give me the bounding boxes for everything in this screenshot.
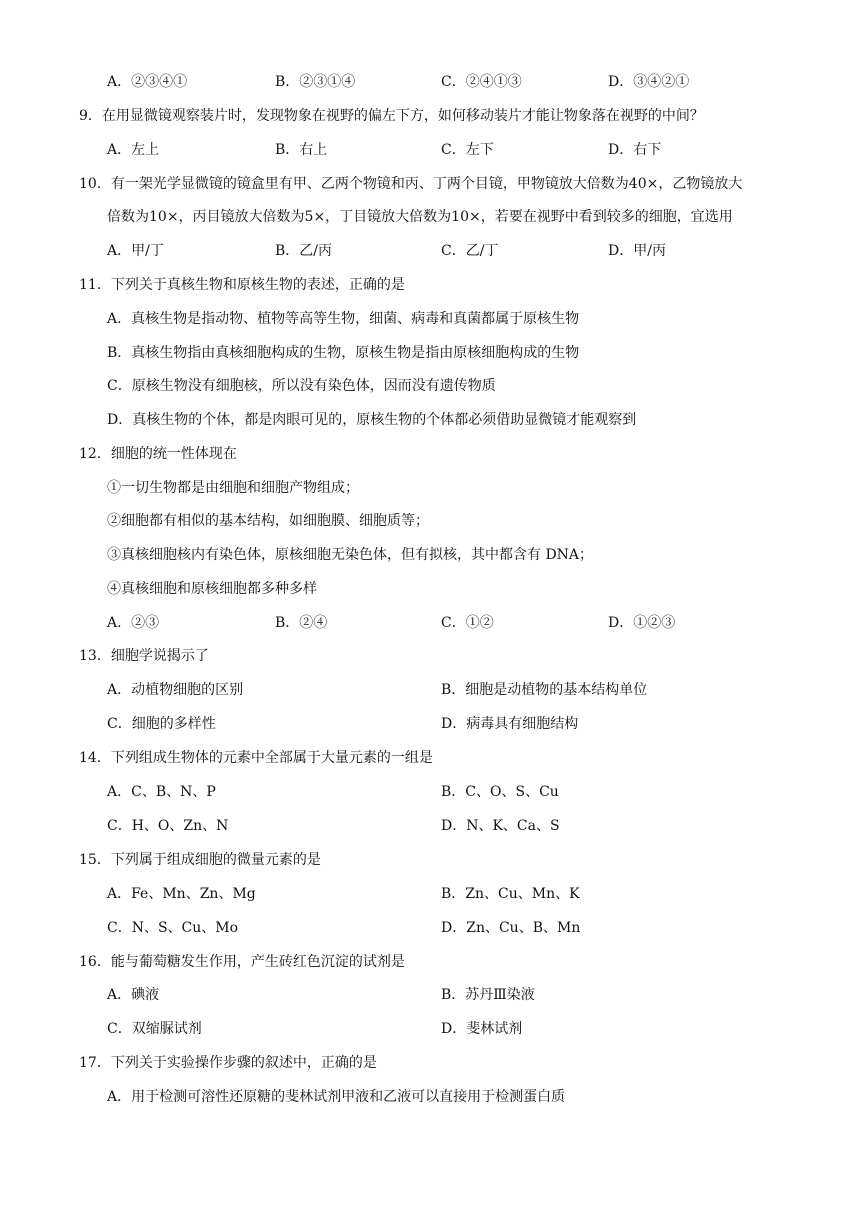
question-16-options-row2 [0,1019,860,1039]
question-10-stem-line1: 10．有一架光学显微镜的镜盒里有甲、乙两个物镜和丙、丁两个目镜，甲物镜放大倍数为40×，乙物镜放大 [79,176,743,192]
question-14-options-row1 [0,782,860,802]
option-c: C．细胞的多样性 [107,716,216,732]
option-a: A．C、B、N、P [107,784,216,800]
option-c: C．双缩脲试剂 [107,1021,202,1037]
option-b: B．真核生物指由真核细胞构成的生物，原核生物是指由原核细胞构成的生物 [107,345,580,361]
question-12-stem: 12．细胞的统一性体现在 [79,446,237,462]
option-c: C．乙/丁 [441,243,499,259]
option-d: D．Zn、Cu、B、Mn [441,920,581,936]
option-c: C．①② [441,615,494,631]
question-15-stem: 15．下列属于组成细胞的微量元素的是 [79,852,321,868]
question-16-stem: 16．能与葡萄糖发生作用，产生砖红色沉淀的试剂是 [79,954,405,970]
question-11-stem: 11．下列关于真核生物和原核生物的表述，正确的是 [79,277,405,293]
option-d: D．病毒具有细胞结构 [441,716,579,732]
option-d: D．①②③ [608,615,676,631]
option-d: D．斐林试剂 [441,1021,523,1037]
option-a: A．②③ [107,615,160,631]
option-a: A．用于检测可溶性还原糖的斐林试剂甲液和乙液可以直接用于检测蛋白质 [107,1089,566,1105]
option-a: A．②③④① [107,74,188,90]
option-d: D．③④②① [608,74,690,90]
option-a: A．动植物细胞的区别 [107,682,244,698]
statement-4: ④真核细胞和原核细胞都多种多样 [107,581,317,597]
question-8-options [0,72,860,92]
option-b: B．②③①④ [275,74,356,90]
option-c: C．N、S、Cu、Mo [107,920,239,936]
question-14-options-row2 [0,816,860,836]
option-a: A．真核生物是指动物、植物等高等生物，细菌、病毒和真菌都属于原核生物 [107,311,580,327]
question-13-options-row1 [0,680,860,700]
option-a: A．甲/丁 [107,243,164,259]
option-b: B．右上 [275,142,328,158]
option-c: C．H、O、Zn、N [107,818,229,834]
question-12-options [0,613,860,633]
option-d: D．真核生物的个体，都是肉眼可见的，原核生物的个体都必须借助显微镜才能观察到 [107,412,637,428]
statement-3: ③真核细胞核内有染色体，原核细胞无染色体，但有拟核，其中都含有 DNA； [107,547,594,563]
option-d: D．N、K、Ca、S [441,818,560,834]
question-17-stem: 17．下列关于实验操作步骤的叙述中，正确的是 [79,1055,377,1071]
question-14-stem: 14．下列组成生物体的元素中全部属于大量元素的一组是 [79,750,433,766]
question-13-options-row2 [0,714,860,734]
statement-2: ②细胞都有相似的基本结构，如细胞膜、细胞质等； [107,513,429,529]
option-c: C．原核生物没有细胞核，所以没有染色体，因而没有遗传物质 [107,378,496,394]
option-c: C．左下 [441,142,494,158]
question-16-options-row1 [0,985,860,1005]
question-15-options-row1 [0,884,860,904]
option-c: C．②④①③ [441,74,522,90]
option-d: D．甲/丙 [608,243,666,259]
question-9-stem: 9．在用显微镜观察装片时，发现物象在视野的偏左下方，如何移动装片才能让物象落在视野的中间？ [79,108,704,124]
option-d: D．右下 [608,142,662,158]
question-15-options-row2 [0,918,860,938]
question-13-stem: 13．细胞学说揭示了 [79,648,209,664]
option-b: B．苏丹Ⅲ染液 [441,987,535,1003]
question-10-stem-line2: 倍数为10×，丙目镜放大倍数为5×，丁目镜放大倍数为10×，若要在视野中看到较多的细胞，宜选用 [107,209,733,225]
option-b: B．C、O、S、Cu [441,784,559,800]
option-b: B．乙/丙 [275,243,333,259]
option-a: A．Fe、Mn、Zn、Mg [107,886,256,902]
statement-1: ①一切生物都是由细胞和细胞产物组成； [107,480,359,496]
question-10-options [0,241,860,261]
option-a: A．碘液 [107,987,160,1003]
option-b: B．②④ [275,615,328,631]
option-a: A．左上 [107,142,160,158]
option-b: B．Zn、Cu、Mn、K [441,886,580,902]
option-b: B．细胞是动植物的基本结构单位 [441,682,648,698]
question-9-options [0,140,860,160]
